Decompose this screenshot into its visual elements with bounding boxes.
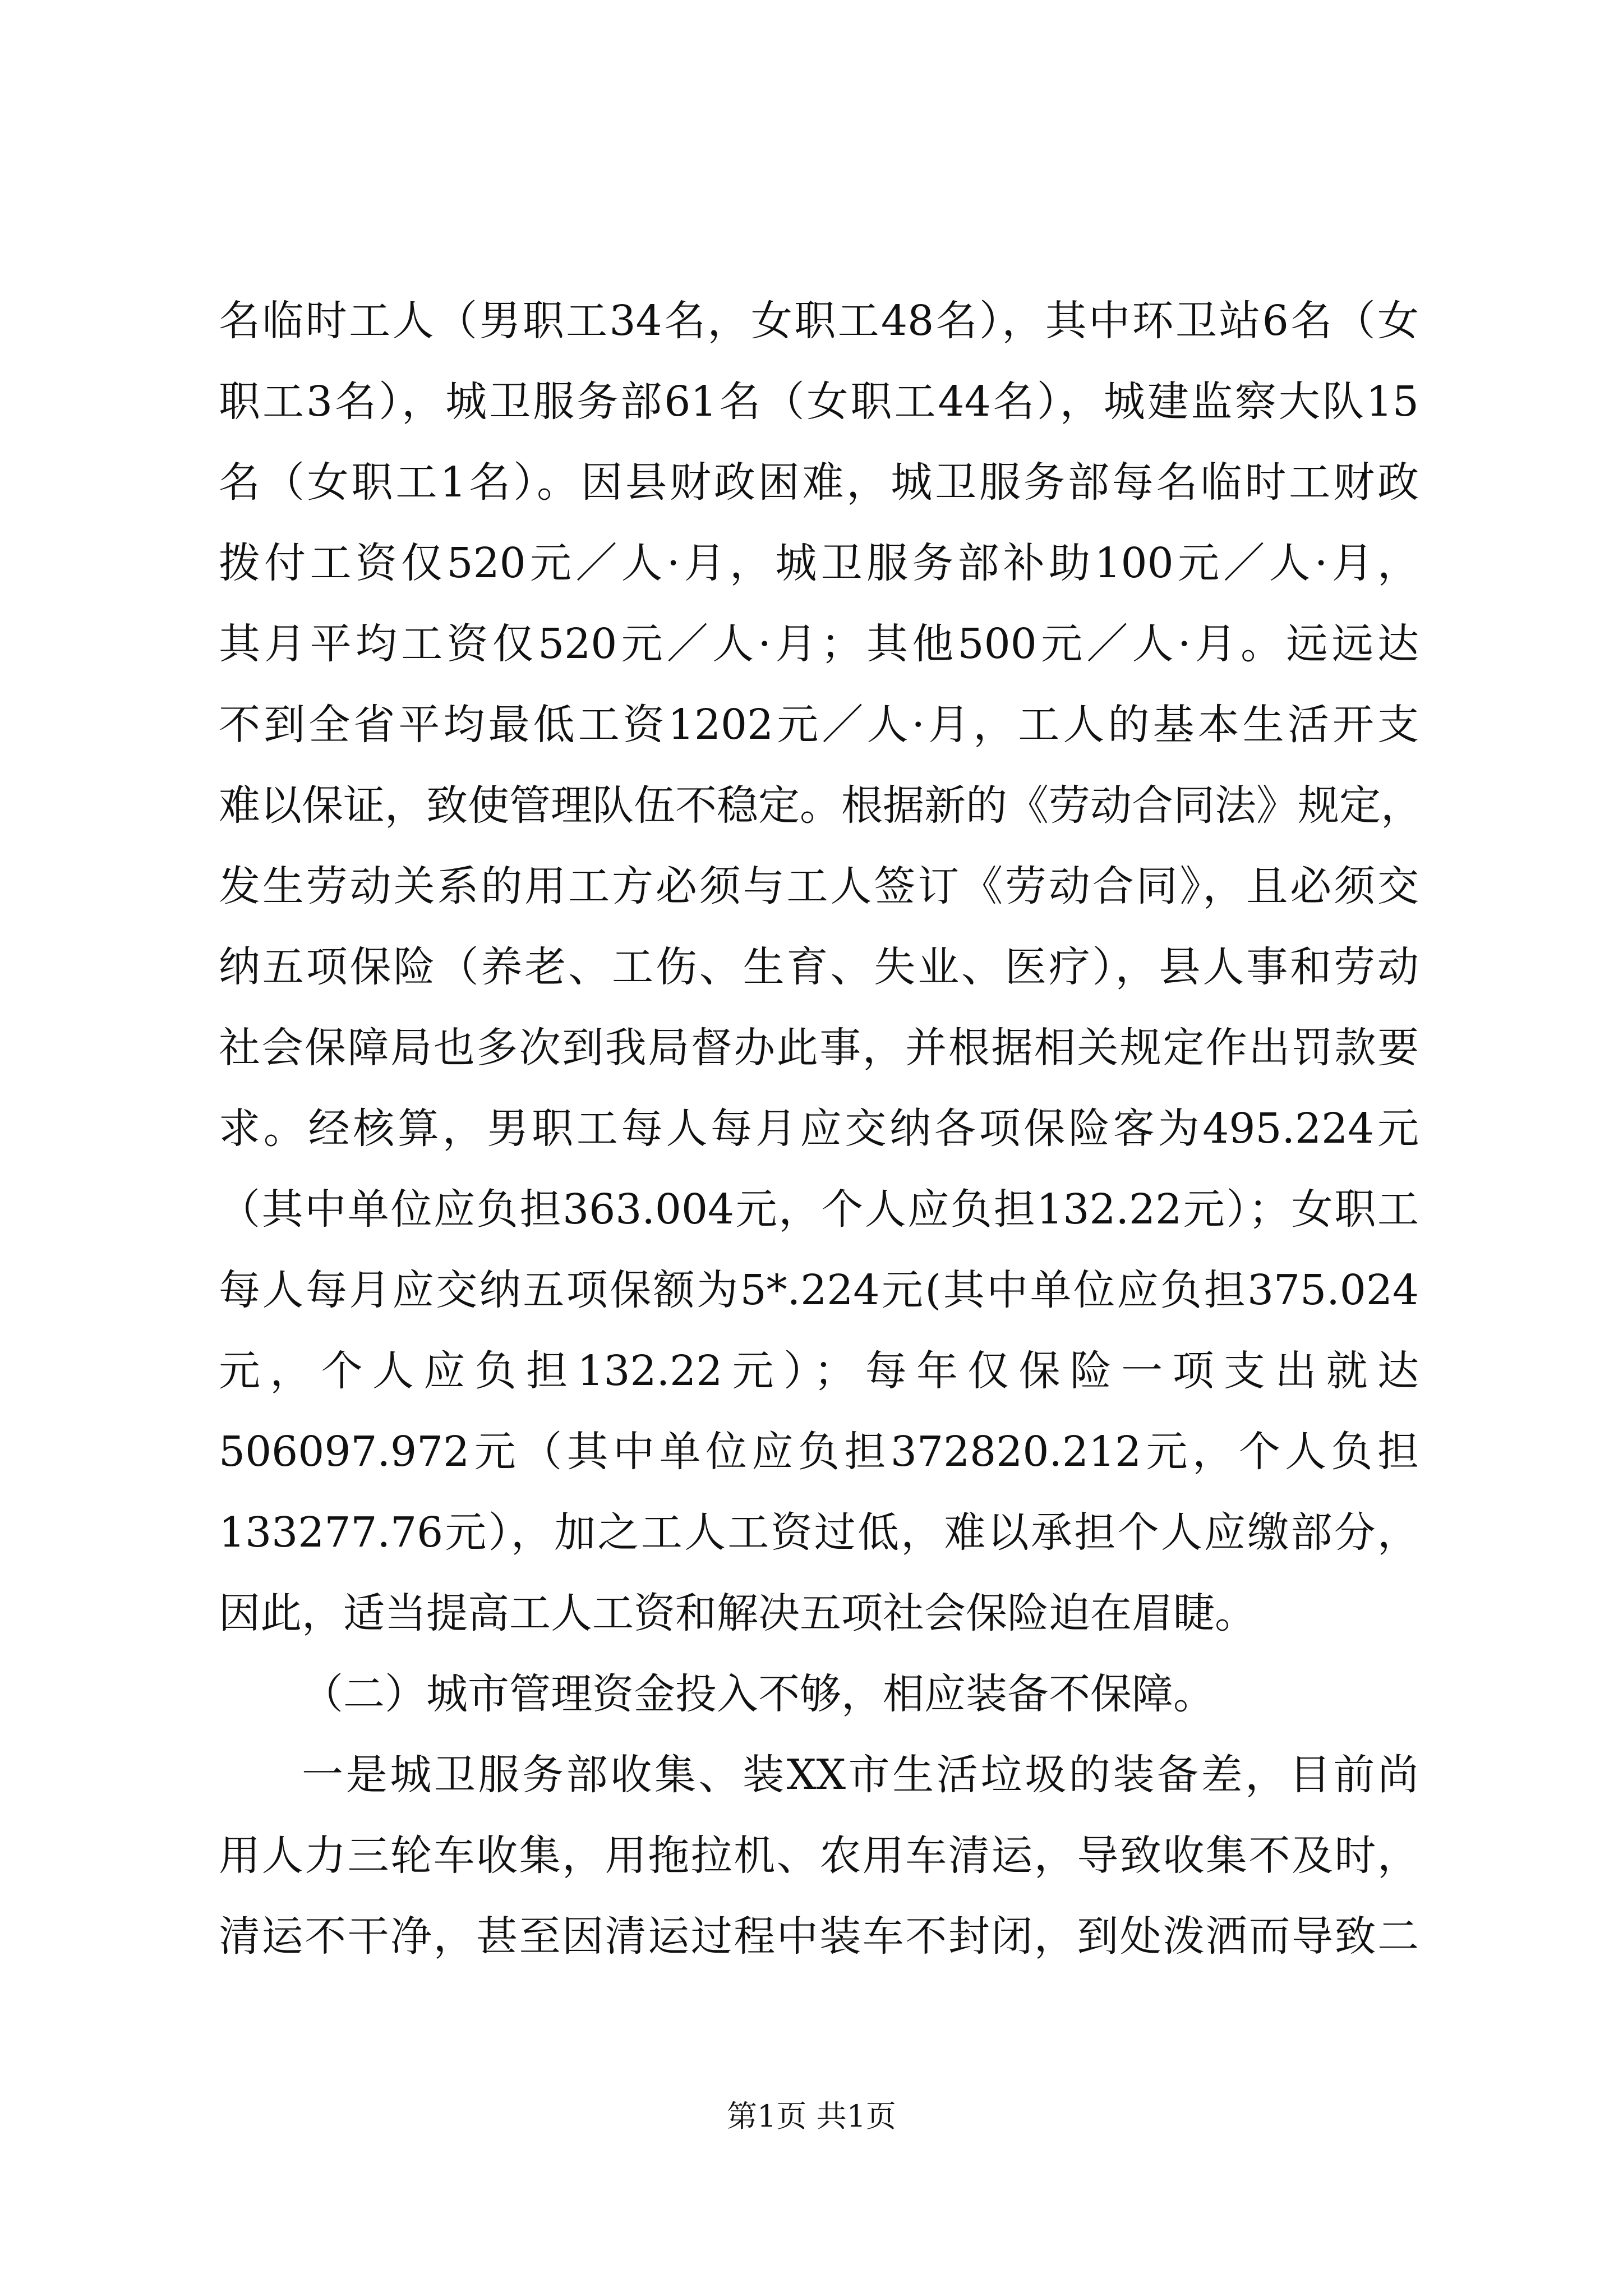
page-footer: 第1页 共1页 xyxy=(727,2099,896,2134)
body-line: 社会保障局也多次到我局督办此事，并根据相关规定作出罚款要 xyxy=(219,1024,1419,1072)
body-line: 一是城卫服务部收集、装XX市生活垃圾的装备差，目前尚 xyxy=(302,1751,1419,1799)
document-body xyxy=(219,280,1422,1977)
section-heading: （二）城市管理资金投入不够，相应装备不保障。 xyxy=(302,1670,1215,1718)
body-line: 因此，适当提高工人工资和解决五项社会保险迫在眉睫。 xyxy=(219,1589,1256,1637)
body-line: 不到全省平均最低工资1202元／人·月，工人的基本生活开支 xyxy=(219,701,1419,749)
body-line: 清运不干净，甚至因清运过程中装车不封闭，到处泼洒而导致二 xyxy=(219,1912,1419,1961)
body-line: 506097.972元（其中单位应负担372820.212元，个人负担 xyxy=(219,1428,1419,1476)
body-line: 用人力三轮车收集，用拖拉机、农用车清运，导致收集不及时， xyxy=(219,1832,1419,1880)
body-line: 名（女职工1名）。因县财政困难，城卫服务部每名临时工财政 xyxy=(219,458,1419,507)
body-line: 难以保证，致使管理队伍不稳定。根据新的《劳动合同法》规定， xyxy=(219,781,1422,830)
body-line: 133277.76元），加之工人工资过低，难以承担个人应缴部分， xyxy=(219,1508,1419,1557)
body-line: （其中单位应负担363.004元，个人应负担132.22元）；女职工 xyxy=(219,1185,1419,1234)
body-line: 其月平均工资仅520元／人·月；其他500元／人·月。远远达 xyxy=(219,620,1419,668)
body-line: 纳五项保险（养老、工伤、生育、失业、医疗），县人事和劳动 xyxy=(219,943,1419,991)
body-line: 职工3名），城卫服务部61名（女职工44名），城建监察大队15 xyxy=(219,378,1419,426)
body-line: 名临时工人（男职工34名，女职工48名），其中环卫站6名（女 xyxy=(219,297,1419,345)
body-line: 元，个人应负担132.22元）；每年仅保险一项支出就达 xyxy=(219,1347,1419,1395)
body-line: 每人每月应交纳五项保额为5*.224元(其中单位应负担375.024 xyxy=(219,1266,1419,1314)
body-line: 发生劳动关系的用工方必须与工人签订《劳动合同》，且必须交 xyxy=(219,862,1419,910)
body-line: 求。经核算，男职工每人每月应交纳各项保险客为495.224元 xyxy=(219,1105,1419,1153)
body-line: 拨付工资仅520元／人·月，城卫服务部补助100元／人·月， xyxy=(219,539,1419,587)
